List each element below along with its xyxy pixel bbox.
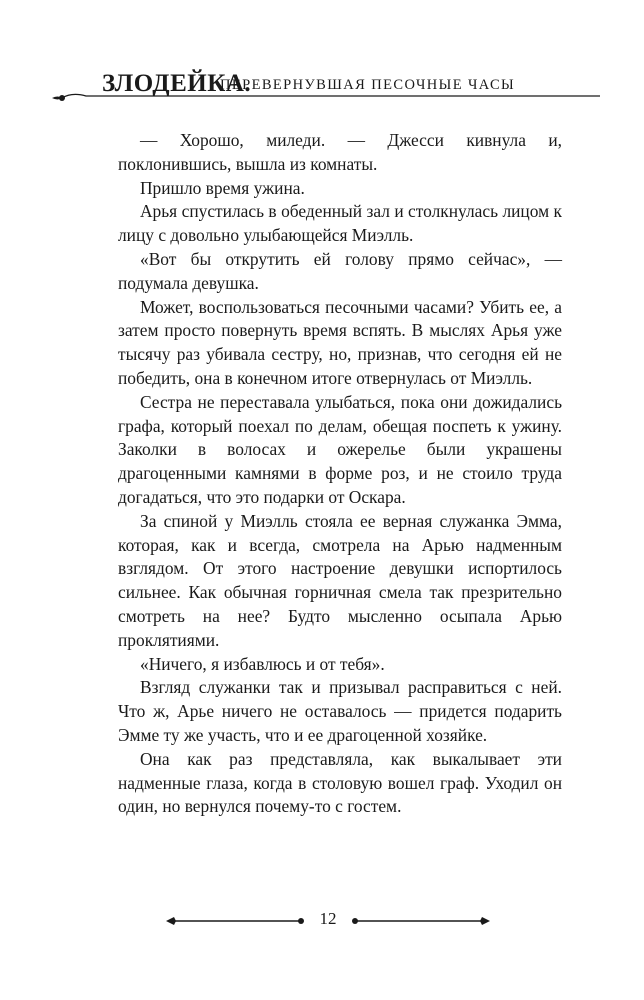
paragraph: Может, воспользоваться песочными часами? Убить ее, а затем просто повернуть время вспять. В мыслях Арья уже тысячу раз убивала сестру, но, признав, что сегодня ей не победить, она в конечном итоге отвернулась от Миэлль. xyxy=(118,296,562,388)
book-title-logo: ЗЛОДЕЙКА. xyxy=(102,70,252,97)
paragraph: Арья спустилась в обеденный зал и столкнулась лицом к лицу с довольно улыбающейся Миэлль. xyxy=(118,201,562,246)
paragraph: Взгляд служанки так и призывал расправиться с ней. Что ж, Арье ничего не оставалось — придется подарить Эмме ту же участь, что и ее драгоценной хозяйке. xyxy=(118,677,562,745)
paragraph: Пришло время ужина. xyxy=(140,177,305,198)
paragraph: «Вот бы открутить ей голову прямо сейчас», — подумала девушка. xyxy=(118,248,562,293)
paragraph: «Ничего, я избавлюсь и от тебя». xyxy=(140,653,385,674)
paragraph: Сестра не переставала улыбаться, пока они дожидались графа, который поехал по делам, обещая поспеть к ужину. Заколки в волосах и ожерелье были украшены драгоценными камнями в форме роз, и не стоило труда догадаться, что это подарки от Оскара. xyxy=(118,391,562,507)
page-text xyxy=(118,129,562,819)
paragraph: За спиной у Миэлль стояла ее верная служанка Эмма, которая, как и всегда, смотрела на Арью надменным взглядом. От этого настроение девушки испортилось сильнее. Как обычная горничная смела так презрительно смотреть на нее? Будто мысленно осыпала Арью проклятиями. xyxy=(118,510,562,650)
book-subtitle: ПЕРЕВЕРНУВШАЯ ПЕСОЧНЫЕ ЧАСЫ xyxy=(220,77,516,93)
footer-ornament-left xyxy=(166,915,306,927)
paragraph: Она как раз представляла, как выкалывает эти надменные глаза, когда в столовую вошел граф. Уходил он один, но вернулся почему-то с гостем. xyxy=(118,748,562,817)
paragraph: — Хорошо, миледи. — Джесси кивнула и, поклонившись, вышла из комнаты. xyxy=(118,130,562,174)
running-header xyxy=(52,62,600,112)
footer-ornament-right xyxy=(350,915,490,927)
page-number: 12 xyxy=(319,909,337,928)
page-footer xyxy=(166,905,490,935)
